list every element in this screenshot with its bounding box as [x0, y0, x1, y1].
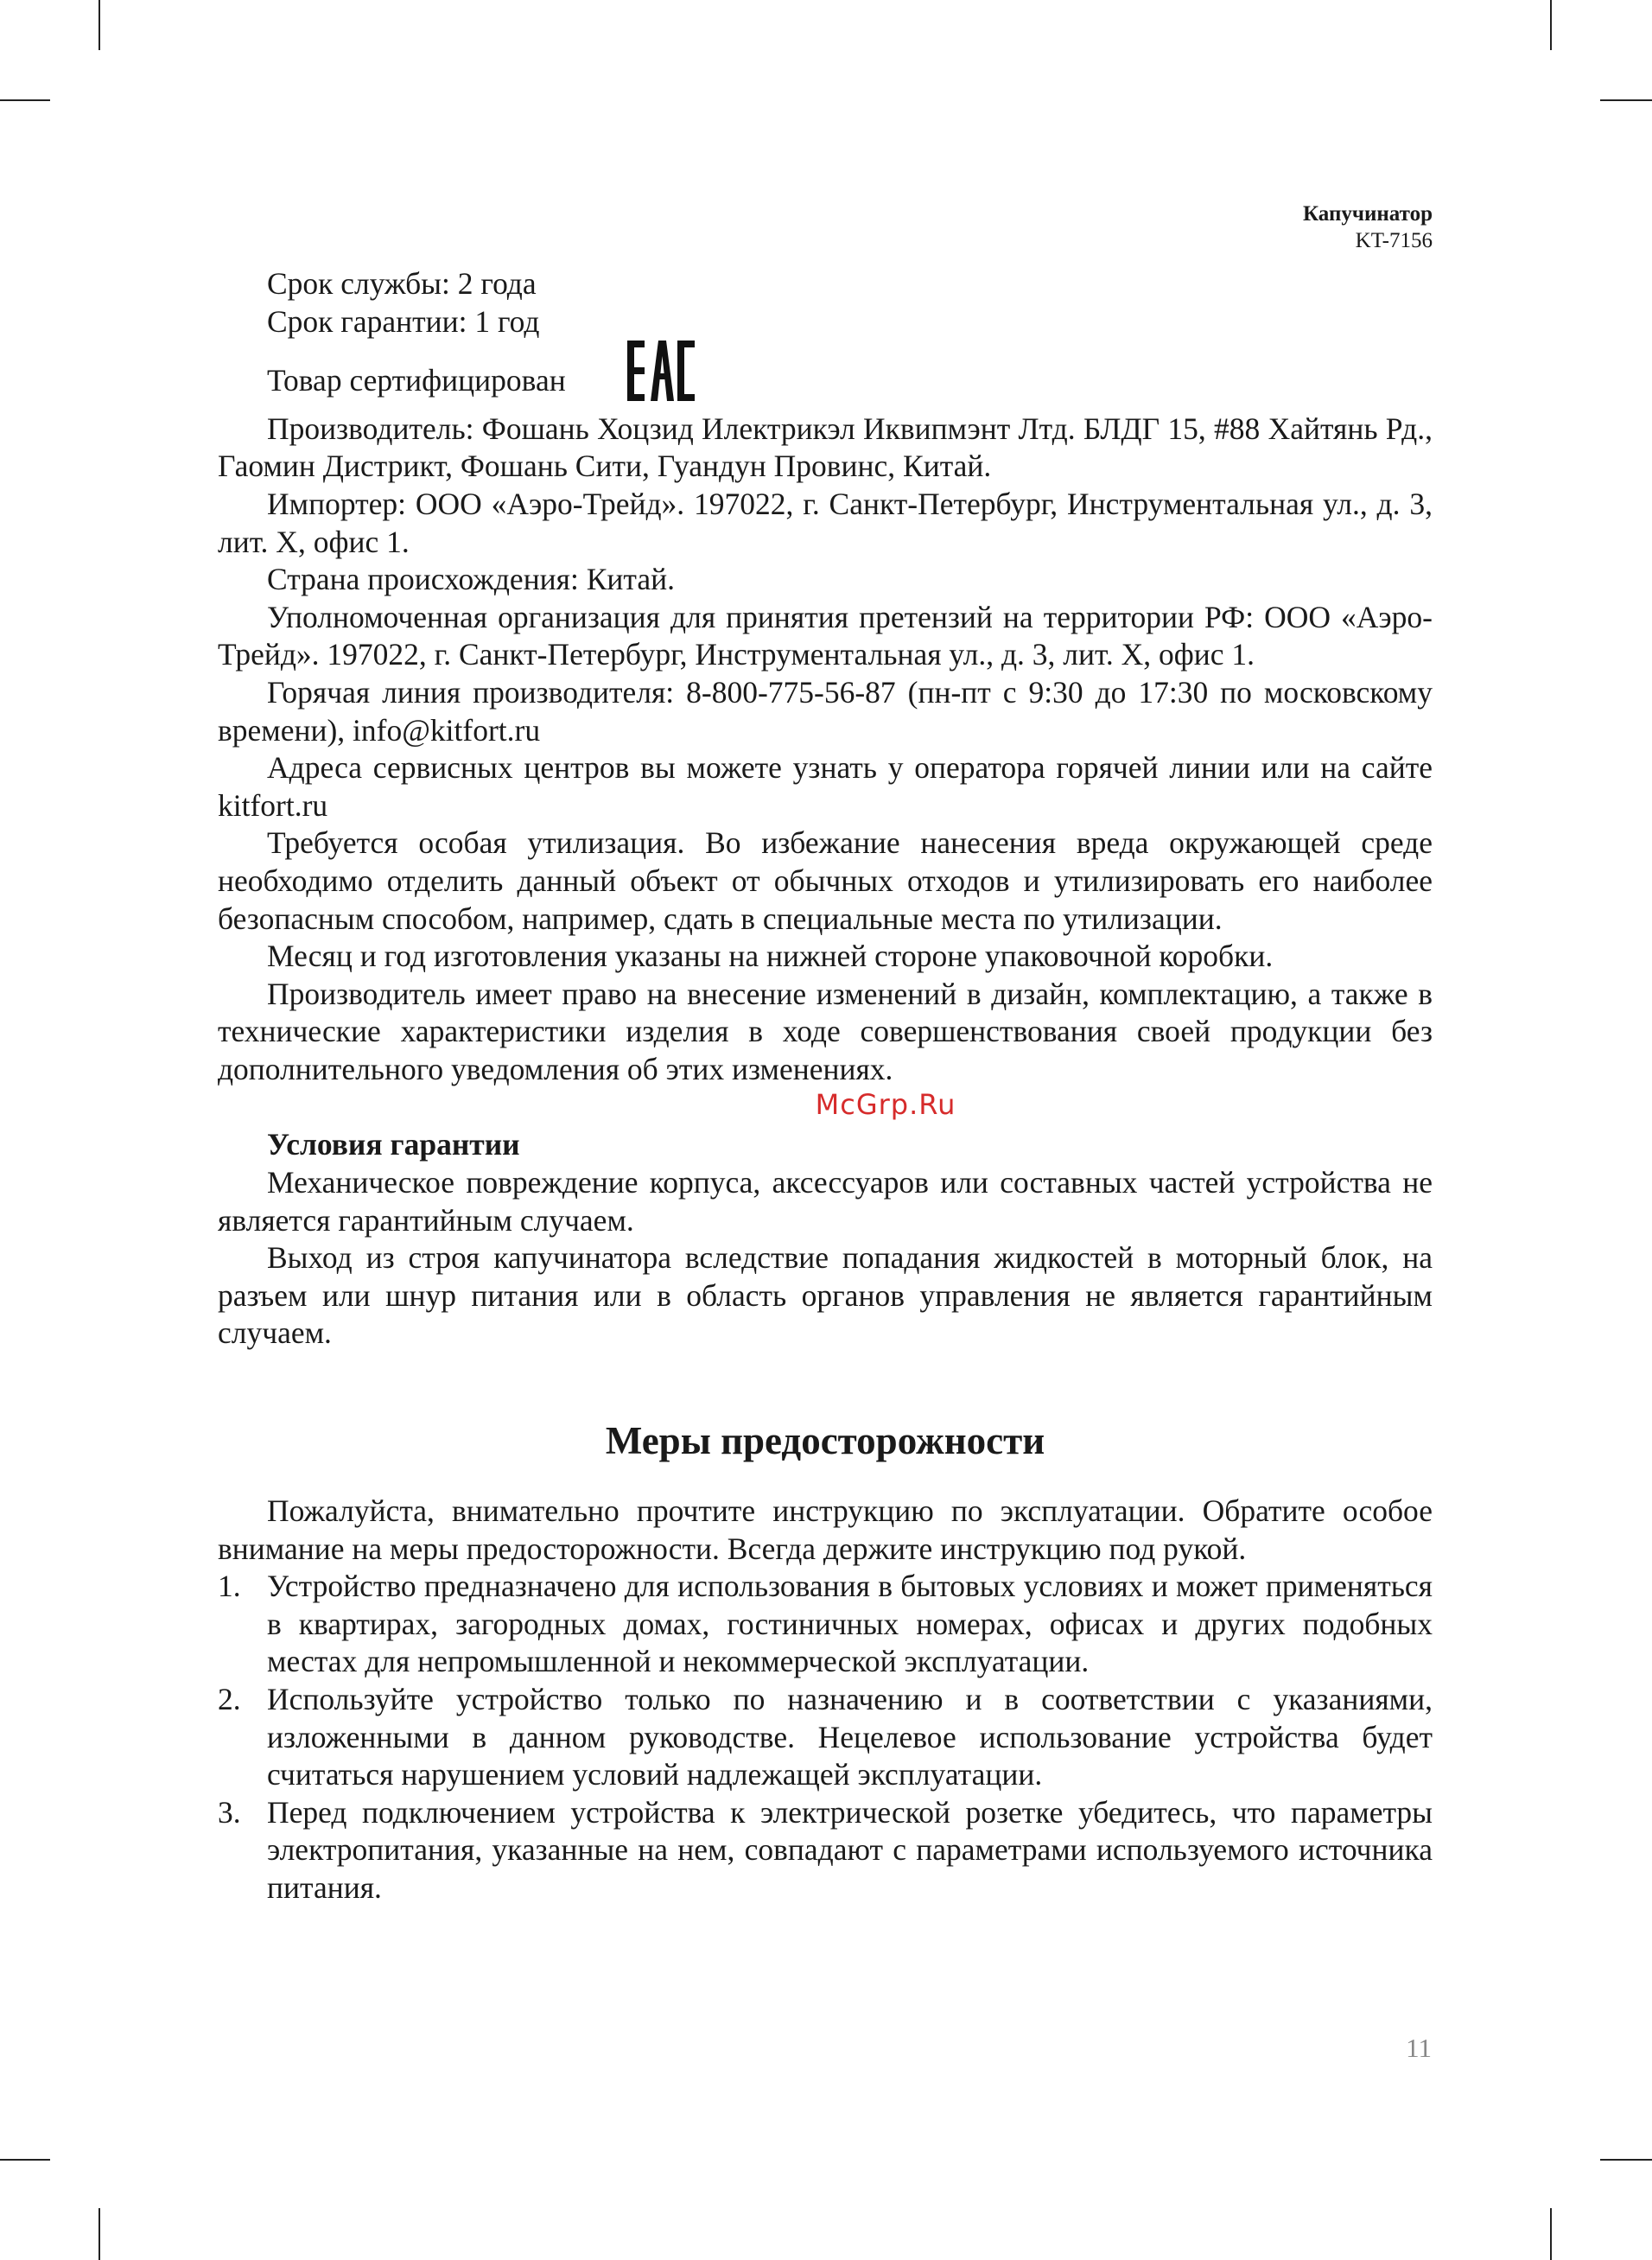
running-header: [1303, 201, 1433, 254]
crop-mark: [98, 2208, 100, 2260]
list-item-text: Перед подключением устройства к электрической розетке убедитесь, что параметры электропитания, указанные на нем, совпадают с параметрами используемого источника питания.: [267, 1794, 1433, 1905]
warranty-condition-2: Выход из строя капучинатора вследствие попадания жидкостей в моторный блок, на разъем или шнур питания или в область органов управления не является гарантийным случаем.: [218, 1240, 1433, 1351]
watermark: McGrp.Ru: [815, 1088, 956, 1122]
crop-mark: [1600, 99, 1652, 101]
header-title: Капучинатор: [1303, 202, 1433, 226]
list-item: [218, 1568, 1433, 1681]
header-model: KT-7156: [1355, 229, 1433, 252]
manufacturer: Производитель: Фошань Хоцзид Илектрикэл Иквипмэнт Лтд. БЛДГ 15, #88 Хайтянь Рд., Гаомин Дистрикт, Фошань Сити, Гуандун Провинс, Китай.: [218, 411, 1433, 484]
crop-mark: [1550, 0, 1552, 50]
manufacture-date: Месяц и год изготовления указаны на нижней стороне упаковочной коробки.: [267, 939, 1274, 974]
design-changes: Производитель имеет право на внесение изменений в дизайн, комплектацию, а также в технические характеристики изделия в ходе совершенствования своей продукции без дополнительного уведомления об этих изменениях.: [218, 976, 1433, 1086]
eac-mark-icon: [578, 341, 695, 411]
page-number: 11: [1406, 2033, 1432, 2063]
crop-mark: [0, 99, 50, 101]
authorized-organization: Уполномоченная организация для принятия претензий на территории РФ: ООО «Аэро-Трейд». 197022, г. Санкт-Петербург, Инструментальная ул., д. 3, лит. Х, офис 1.: [218, 599, 1433, 672]
list-item-text: Используйте устройство только по назначению и в соответствии с указаниями, изложенными в данном руководстве. Нецелевое использование устройства будет считаться нарушением условий надлежащей эксплуатации.: [267, 1682, 1433, 1792]
service-centers: Адреса сервисных центров вы можете узнать у оператора горячей линии или на сайте kitfort.ru: [218, 750, 1433, 823]
list-item: [218, 1794, 1433, 1907]
crop-mark: [98, 0, 100, 50]
hotline: Горячая линия производителя: 8-800-775-56-87 (пн-пт с 9:30 до 17:30 по московскому времени), info@kitfort.ru: [218, 674, 1433, 748]
importer: Импортер: ООО «Аэро-Трейд». 197022, г. Санкт-Петербург, Инструментальная ул., д. 3, лит. Х, офис 1.: [218, 486, 1433, 559]
list-item-number: 2.: [218, 1682, 241, 1716]
crop-mark: [1550, 2208, 1552, 2260]
service-life: Срок службы: 2 года: [267, 266, 537, 301]
precautions-list: [218, 1568, 1433, 1907]
disposal: Требуется особая утилизация. Во избежание нанесения вреда окружающей среде необходимо отделить данный объект от обычных отходов и утилизировать его наиболее безопасным способом, например, сдать в специальные места по утилизации.: [218, 825, 1433, 936]
crop-mark: [1600, 2159, 1652, 2161]
warranty-conditions-title: Условия гарантии: [267, 1127, 520, 1162]
list-item-number: 3.: [218, 1794, 241, 1830]
list-item-text: Устройство предназначено для использования в бытовых условиях и может применяться в квартирах, загородных домах, гостиничных номерах, офисах и других подобных местах для непромышленной и некоммерческой эксплуатации.: [267, 1569, 1433, 1679]
certified-text: Товар сертифицирован: [267, 363, 566, 398]
crop-mark: [0, 2159, 50, 2161]
list-item-number: 1.: [218, 1569, 241, 1604]
origin-country: Страна происхождения: Китай.: [267, 562, 676, 597]
precautions-title: Меры предосторожности: [605, 1419, 1045, 1463]
warranty-period: Срок гарантии: 1 год: [267, 303, 540, 339]
warranty-condition-1: Механическое повреждение корпуса, аксессуаров или составных частей устройства не является гарантийным случаем.: [218, 1165, 1433, 1238]
precautions-intro: Пожалуйста, внимательно прочтите инструкцию по эксплуатации. Обратите особое внимание на меры предосторожности. Всегда держите инструкцию под рукой.: [218, 1493, 1433, 1566]
list-item: [218, 1681, 1433, 1794]
certified-line: [218, 341, 1433, 411]
page-content: [218, 265, 1433, 1907]
